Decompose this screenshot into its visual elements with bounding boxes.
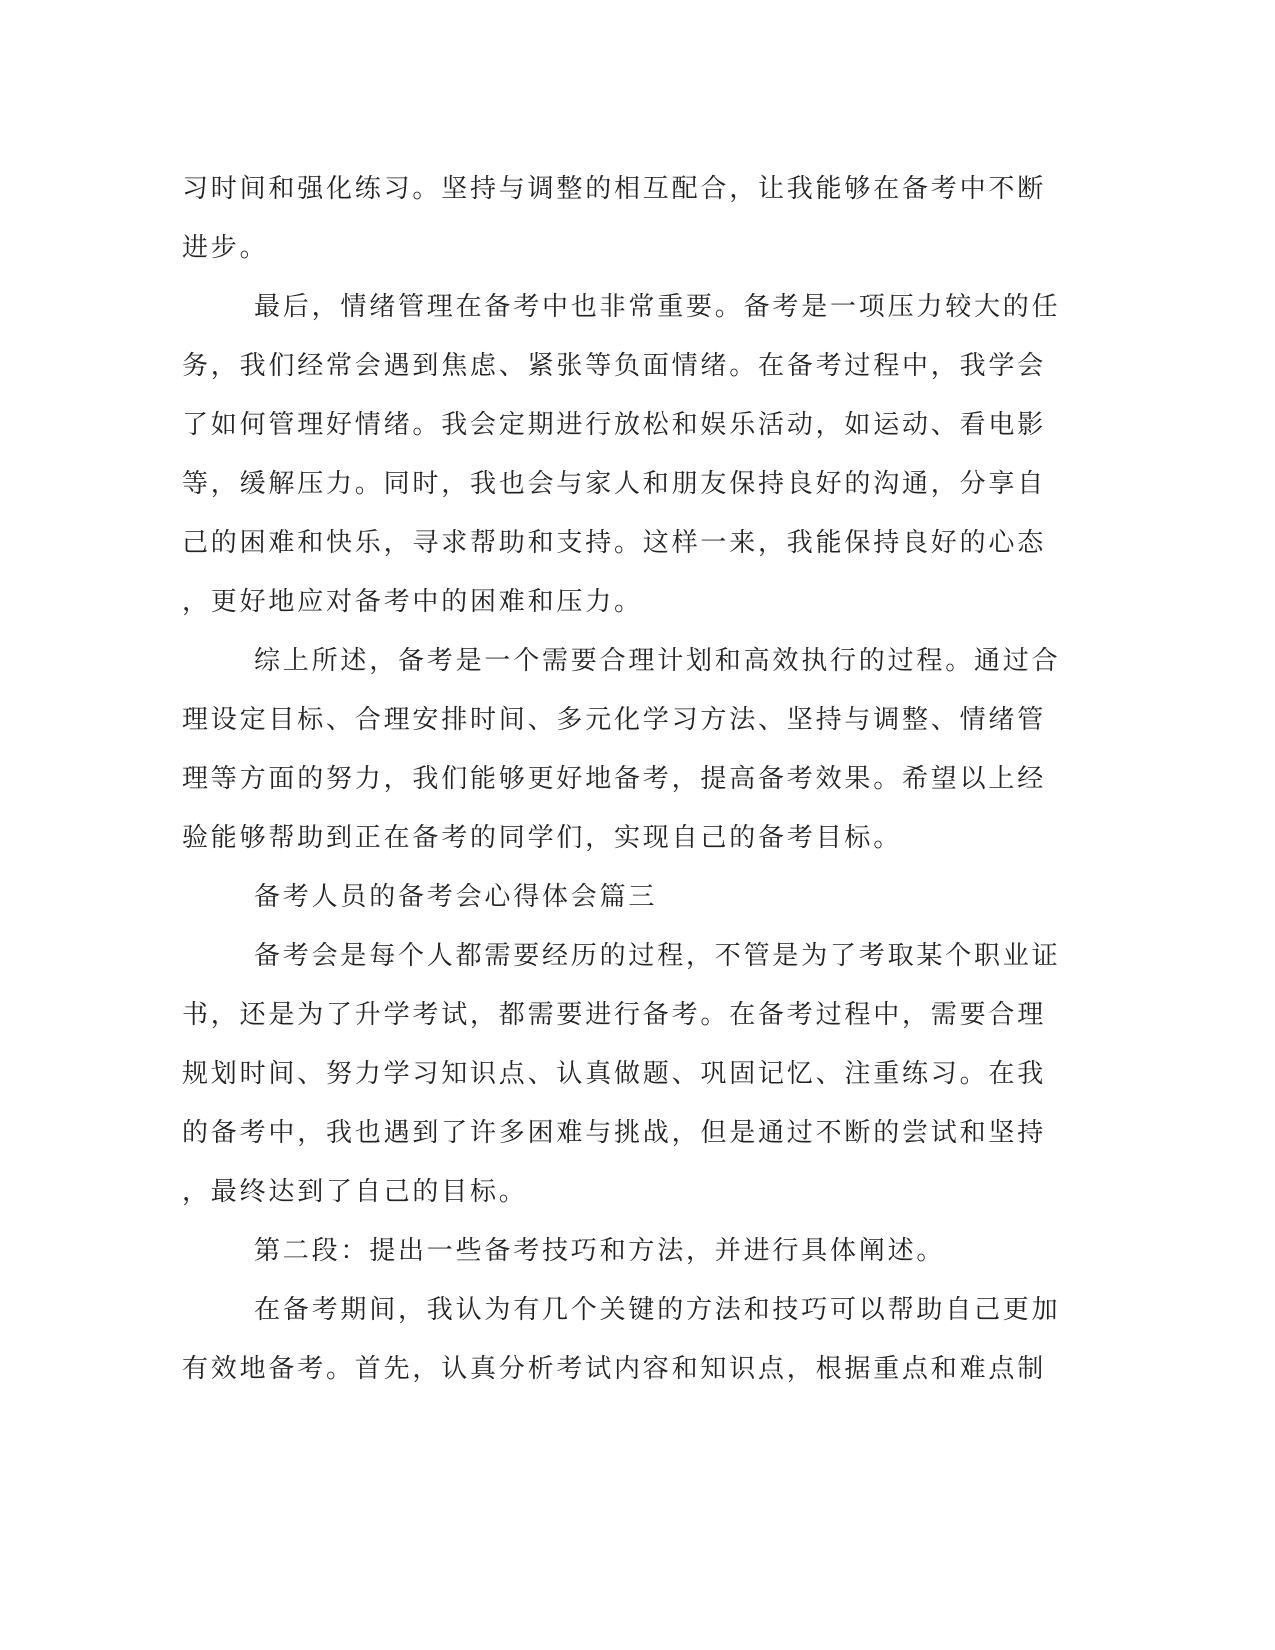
section-heading: 备考人员的备考会心得体会篇三 xyxy=(254,882,658,912)
text-line: 进步。 xyxy=(182,233,269,263)
text-line: 理等方面的努力，我们能够更好地备考，提高备考效果。希望以上经 xyxy=(182,764,1047,794)
text-line: 理设定目标、合理安排时间、多元化学习方法、坚持与调整、情绪管 xyxy=(182,705,1047,735)
text-line: 规划时间、努力学习知识点、认真做题、巩固记忆、注重练习。在我 xyxy=(182,1059,1047,1089)
text-line: 的备考中，我也遇到了许多困难与挑战，但是通过不断的尝试和坚持 xyxy=(182,1118,1047,1148)
text-line: 有效地备考。首先，认真分析考试内容和知识点，根据重点和难点制 xyxy=(182,1354,1047,1384)
document-body xyxy=(182,160,1061,1399)
paragraph-first-line: 第二段：提出一些备考技巧和方法，并进行具体阐述。 xyxy=(254,1236,946,1266)
paragraph-first-line: 综上所述，备考是一个需要合理计划和高效执行的过程。通过合 xyxy=(254,646,1061,676)
text-line: 务，我们经常会遇到焦虑、紧张等负面情绪。在备考过程中，我学会 xyxy=(182,351,1047,381)
text-line: 等，缓解压力。同时，我也会与家人和朋友保持良好的沟通，分享自 xyxy=(182,469,1047,499)
paragraph-first-line: 最后，情绪管理在备考中也非常重要。备考是一项压力较大的任 xyxy=(254,292,1061,322)
text-line: 习时间和强化练习。坚持与调整的相互配合，让我能够在备考中不断 xyxy=(182,174,1047,204)
text-line: ，更好地应对备考中的困难和压力。 xyxy=(182,587,643,617)
paragraph-first-line: 备考会是每个人都需要经历的过程，不管是为了考取某个职业证 xyxy=(254,941,1061,971)
paragraph-first-line: 在备考期间，我认为有几个关键的方法和技巧可以帮助自己更加 xyxy=(254,1295,1061,1325)
text-line: 了如何管理好情绪。我会定期进行放松和娱乐活动，如运动、看电影 xyxy=(182,410,1047,440)
text-line: ，最终达到了自己的目标。 xyxy=(182,1177,528,1207)
text-line: 书，还是为了升学考试，都需要进行备考。在备考过程中，需要合理 xyxy=(182,1000,1047,1030)
text-line: 验能够帮助到正在备考的同学们，实现自己的备考目标。 xyxy=(182,823,903,853)
text-line: 己的困难和快乐，寻求帮助和支持。这样一来，我能保持良好的心态 xyxy=(182,528,1047,558)
